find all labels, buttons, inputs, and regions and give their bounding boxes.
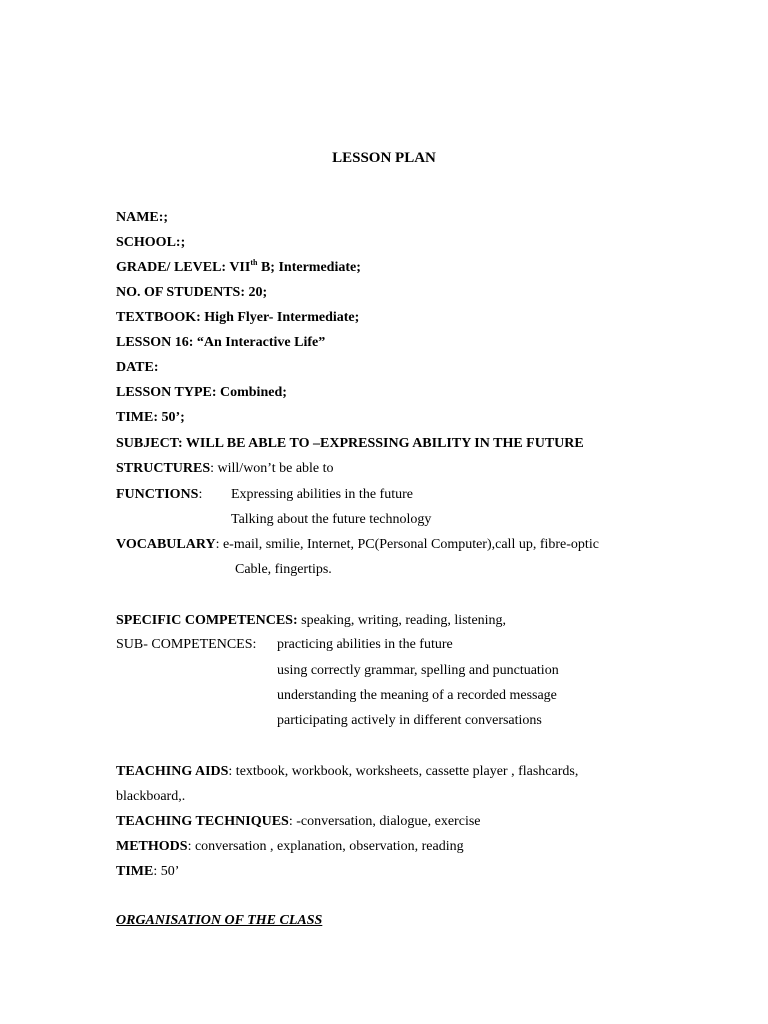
subject-value: : WILL BE ABLE TO –EXPRESSING ABILITY IN THE FUTURE [177,436,584,451]
specific-competences-label: SPECIFIC COMPETENCES: [116,613,298,628]
textbook-field: TEXTBOOK: High Flyer- Intermediate; [116,310,360,325]
teaching-aids-line1: : textbook, workbook, worksheets, cassette player , flashcards, [228,764,579,779]
grade-prefix: GRADE/ LEVEL: VII [116,260,251,275]
students-field: NO. OF STUDENTS: 20; [116,285,268,300]
methods-value: : conversation , explanation, observation, reading [187,839,464,854]
page-title: LESSON PLAN [332,150,436,166]
structures-label: STRUCTURES [116,461,211,476]
subject-field [116,435,584,453]
sub-competence-item: understanding the meaning of a recorded message [277,688,557,703]
techniques-label: TEACHING TECHNIQUES [116,814,289,829]
school-field: SCHOOL:; [116,235,186,250]
structures-field [116,460,334,478]
vocabulary-label: VOCABULARY [116,537,216,552]
functions-field [116,486,202,504]
sub-competence-item: participating actively in different conversations [277,713,542,728]
vocabulary-field [116,536,599,554]
teaching-aids-label: TEACHING AIDS [116,764,229,779]
date-field: DATE: [116,360,159,375]
teaching-aids-line2: blackboard,. [116,789,186,804]
sub-competence-item: practicing abilities in the future [277,637,453,652]
grade-suffix: B; Intermediate; [257,260,361,275]
function-item: Expressing abilities in the future [231,487,413,502]
time2-field [116,863,179,881]
time2-label: TIME [116,864,154,879]
functions-colon: : [198,487,203,502]
vocabulary-line1: : e-mail, smilie, Internet, PC(Personal Computer),call up, fibre-optic [215,537,599,552]
lesson-type-field: LESSON TYPE: Combined; [116,385,287,400]
function-item: Talking about the future technology [231,512,432,527]
grade-field [116,259,361,277]
section-heading: ORGANISATION OF THE CLASS [116,913,323,928]
subject-label: SUBJECT [116,436,178,451]
sub-competence-item: using correctly grammar, spelling and punctuation [277,663,559,678]
techniques-field [116,813,481,831]
teaching-aids-field [116,763,578,781]
name-field: NAME:; [116,210,169,225]
vocabulary-line2: Cable, fingertips. [235,562,332,577]
grade-superscript: th [250,258,258,267]
sub-competences-label: SUB- COMPETENCES: [116,637,257,652]
specific-competences-field [116,612,506,630]
methods-field [116,838,464,856]
time-field: TIME: 50’; [116,410,185,425]
structures-value: : will/won’t be able to [210,461,334,476]
techniques-value: : -conversation, dialogue, exercise [288,814,481,829]
time2-value: : 50’ [153,864,180,879]
lesson-field: LESSON 16: “An Interactive Life” [116,335,326,350]
specific-competences-value: speaking, writing, reading, listening, [297,613,507,628]
functions-label: FUNCTIONS [116,487,199,502]
methods-label: METHODS [116,839,188,854]
